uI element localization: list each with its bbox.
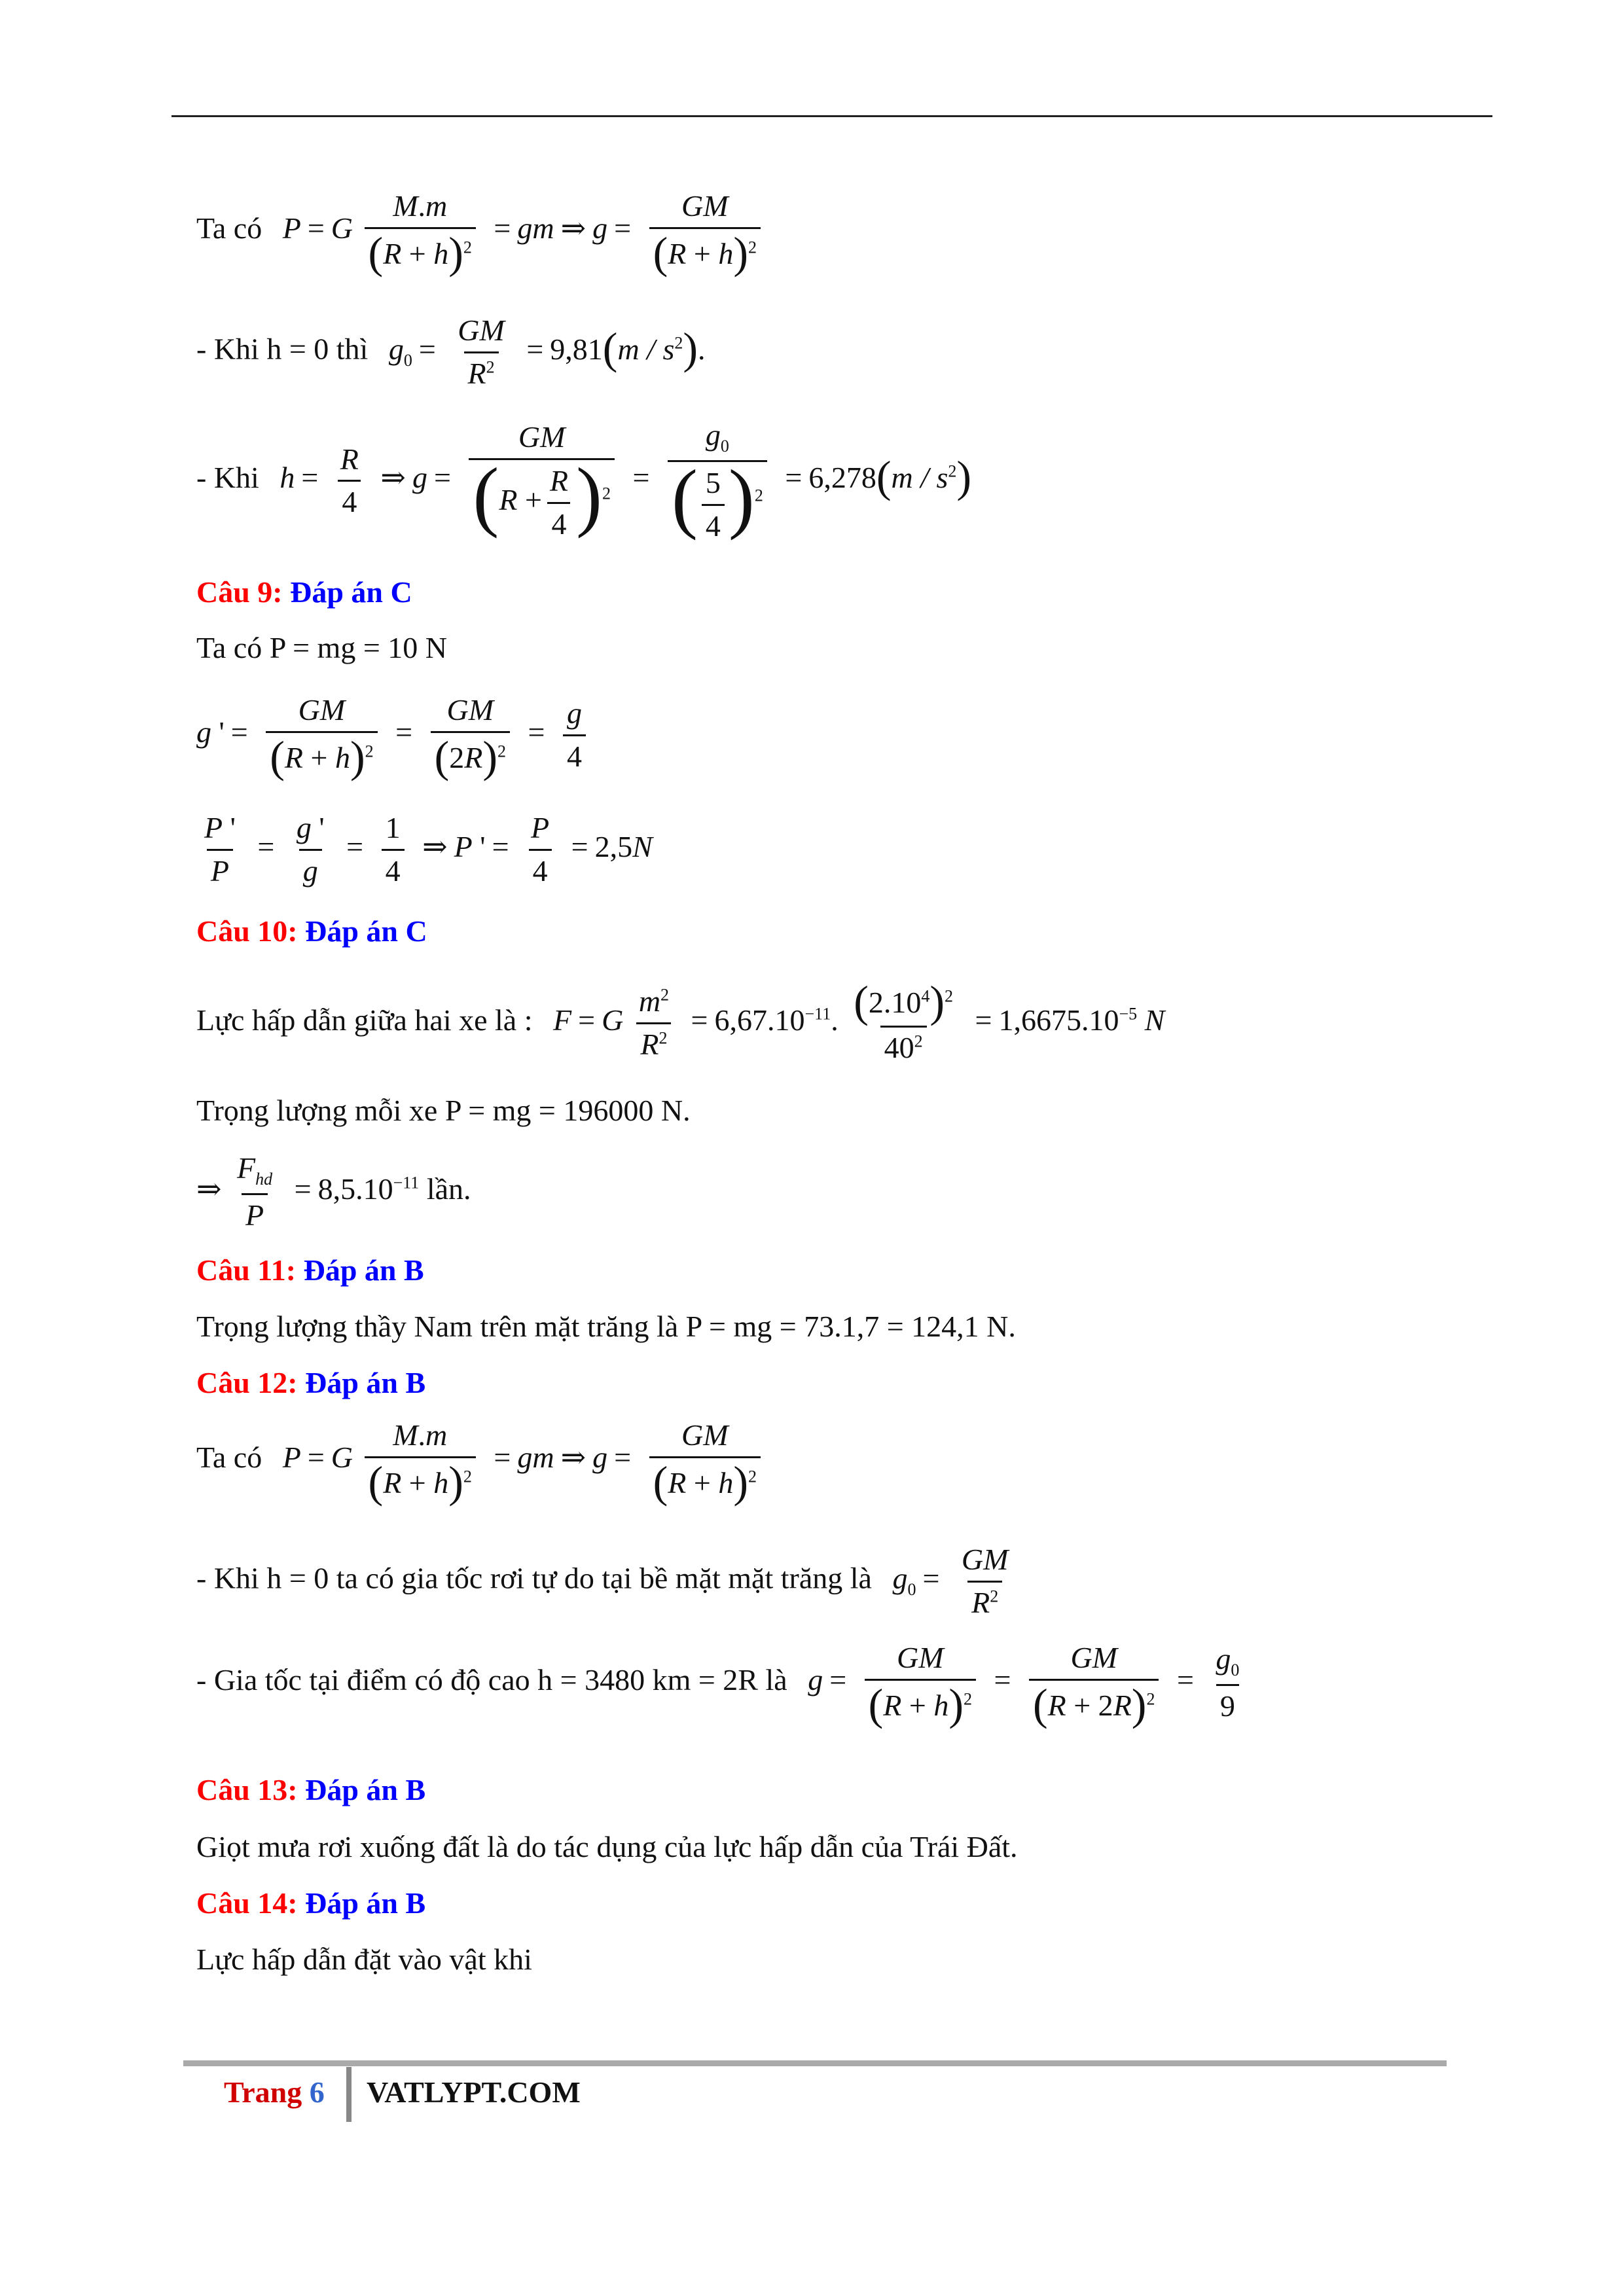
q12-formula-general: Ta có P = G $\frac{M.m}{(R + h)^2}$ = gm ⇒ g = $\frac{GM}{(R + h)^2}$: [196, 1419, 765, 1502]
unit-ms2: m / s: [617, 332, 675, 366]
q12-answer: Đáp án B: [305, 1366, 426, 1399]
q13-answer: Đáp án B: [305, 1773, 426, 1806]
question-14-heading: [196, 1887, 425, 1920]
khi-h0-text: - Khi h = 0 thì: [196, 332, 369, 366]
question-11-heading: [196, 1254, 424, 1287]
f-result: 1,6675.10: [998, 1003, 1119, 1037]
khi-text: - Khi: [196, 461, 259, 495]
question-10-heading: [196, 915, 427, 948]
q10-line2: Trọng lượng mỗi xe P = mg = 196000 N.: [196, 1094, 691, 1127]
q13-label: Câu 13:: [196, 1773, 298, 1806]
q10-line1: Lực hấp dẫn giữa hai xe là :: [196, 1003, 533, 1037]
question-9-heading: [196, 576, 412, 609]
q11-answer: Đáp án B: [303, 1253, 424, 1287]
q12-formula-g-2r: - Gia tốc tại điểm có độ cao h = 3480 km = 2R là g = $\frac{GM}{(R + h)^2}$ = $\frac{GM}{(R + 2R)^2}$ = $\frac{g_0}{9}$: [196, 1641, 1240, 1729]
question-13-heading: [196, 1774, 425, 1807]
ratio-exp: −11: [393, 1173, 420, 1193]
q11-label: Câu 11:: [196, 1253, 297, 1287]
g0-value: 9,81: [550, 332, 603, 366]
q14-answer: Đáp án B: [305, 1886, 426, 1920]
q11-line1: Trọng lượng thầy Nam trên mặt trăng là P = mg = 73.1,7 = 124,1 N.: [196, 1310, 1016, 1343]
question-12-heading: [196, 1367, 425, 1400]
footer-page: [224, 2075, 325, 2109]
formula-gravity-general: Ta có P = G $\frac{M.m}{(R + h)^2}$ = gm ⇒ g = $\frac{GM}{(R + h)^2}$: [196, 190, 765, 273]
f-den: 40: [884, 1031, 914, 1065]
q14-label: Câu 14:: [196, 1886, 298, 1920]
q10-label: Câu 10:: [196, 914, 298, 948]
p-prime-value: 2,5: [594, 829, 633, 863]
footer-page-label: Trang: [224, 2075, 302, 2109]
q10-answer: Đáp án C: [305, 914, 427, 948]
footer-rule: [183, 2060, 1447, 2066]
q9-line1: Ta có P = mg = 10 N: [196, 631, 447, 664]
q9-label: Câu 9:: [196, 575, 283, 609]
f-constant: 6,67.10: [714, 1003, 805, 1037]
q12-line3: - Gia tốc tại điểm có độ cao h = 3480 km = 2R là: [196, 1662, 787, 1696]
q12-intro-text: Ta có: [196, 1440, 262, 1474]
q12-formula-g0: - Khi h = 0 ta có gia tốc rơi tự do tại bề mặt mặt trăng là $g_0$ = $\frac{GM}{R^2}$: [196, 1543, 1009, 1619]
q9-formula-g-prime: g ' = $\frac{GM}{(R + h)^2}$ = $\frac{GM}{(2R)^2}$ = $\frac{g}{4}$: [196, 694, 590, 777]
f-base-exp: 4: [921, 986, 930, 1006]
unit-n: N: [632, 829, 653, 863]
f-exp: −11: [804, 1004, 831, 1024]
q12-line2: - Khi h = 0 ta có gia tốc rơi tự do tại bề mặt mặt trăng là: [196, 1561, 872, 1595]
q14-line1: Lực hấp dẫn đặt vào vật khi: [196, 1943, 532, 1976]
q9-answer: Đáp án C: [290, 575, 412, 609]
q10-formula-ratio: ⇒ $\frac{F_{hd}}{P}$ = $8,5.10^{-11}$ lần.: [196, 1151, 471, 1232]
f-result-exp: −5: [1119, 1004, 1138, 1024]
q9-formula-p-prime: $\frac{P '}{P}$ = $\frac{g '}{g}$ = $\frac{1}{4}$ ⇒ P ' = $\frac{P}{4}$ = 2,5N: [204, 811, 653, 888]
footer-site: VATLYPT.COM: [367, 2075, 581, 2109]
q12-label: Câu 12:: [196, 1366, 298, 1399]
q10-line3-suffix: lần.: [426, 1172, 471, 1206]
q10-formula-force: Lực hấp dẫn giữa hai xe là : F = G $\frac{m^2}{R^2}$ = $6,67.10^{-11}$. $\frac{(2.10^4)^2}{40^2}$ = $1,6675.10^{-5}$ N: [196, 977, 1165, 1065]
q13-line1: Giọt mưa rơi xuống đất là do tác dụng của lực hấp dẫn của Trái Đất.: [196, 1830, 1018, 1863]
footer-page-number: 6: [309, 2075, 325, 2109]
formula-g-quarter: - Khi h = $\frac{R}{4}$ ⇒ g = GM (R + $\frac{R}{4}$ )$^2$ = $g_0$ ( $\frac{5}{4}$ )$^2$ = $6,278(m / s^2)$: [196, 418, 972, 543]
header-rule: [171, 115, 1492, 117]
f-base: 2.10: [868, 986, 922, 1019]
formula-g0: - Khi h = 0 thì $g_0$ = $\frac{GM}{R^2}$ = $9,81(m / s^2)$.: [196, 314, 706, 390]
intro-text: Ta có: [196, 211, 262, 245]
ratio-value: 8,5.10: [317, 1172, 393, 1206]
g-value: 6,278: [808, 461, 876, 495]
footer-divider: [346, 2067, 352, 2122]
